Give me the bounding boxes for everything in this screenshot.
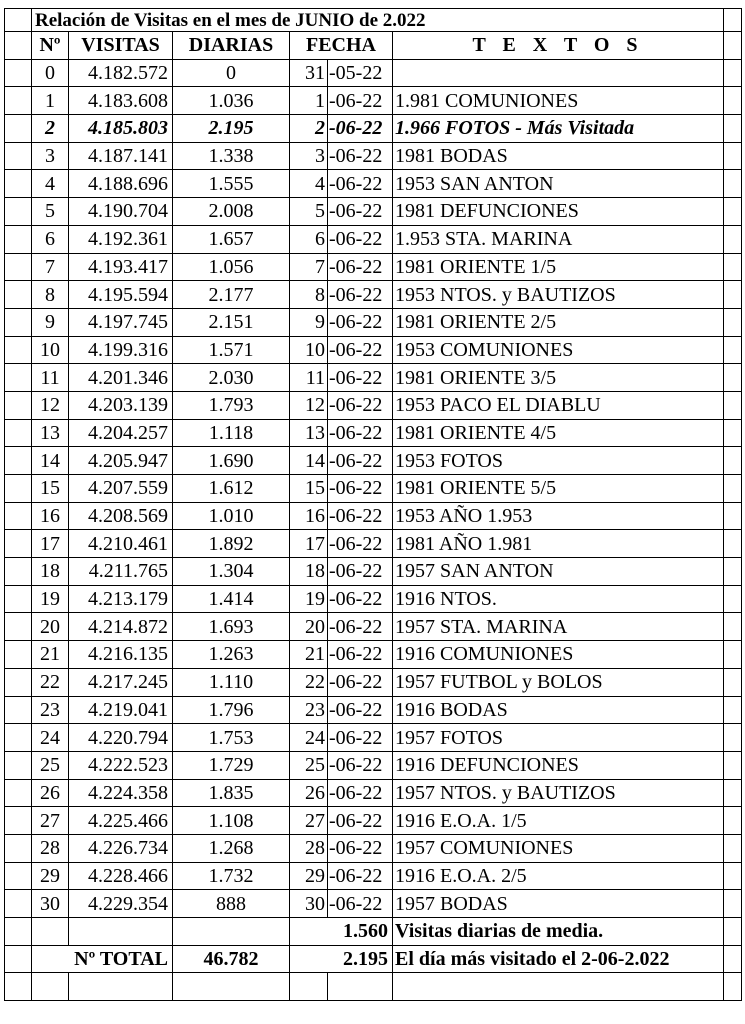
row-diarias: 2.151 [173,308,290,336]
row-day: 11 [290,364,328,392]
table-row [5,447,742,475]
row-texto: 1957 FUTBOL y BOLOS [393,668,724,696]
row-number: 21 [32,641,69,669]
row-day: 23 [290,696,328,724]
row-month: -06-22 [328,308,393,336]
row-texto: 1981 ORIENTE 2/5 [393,308,724,336]
row-number: 30 [32,890,69,918]
row-day: 27 [290,807,328,835]
row-visitas: 4.207.559 [69,475,173,503]
row-spacer [5,364,32,392]
row-diarias: 1.657 [173,225,290,253]
row-spacer [5,779,32,807]
row-texto: 1.981 COMUNIONES [393,87,724,115]
row-visitas: 4.188.696 [69,170,173,198]
row-number: 11 [32,364,69,392]
row-spacer [724,807,742,835]
row-diarias: 1.835 [173,779,290,807]
row-diarias: 2.030 [173,364,290,392]
row-texto: 1953 FOTOS [393,447,724,475]
row-day: 1 [290,87,328,115]
row-texto: 1957 COMUNIONES [393,834,724,862]
table-row [5,862,742,890]
table-row [5,641,742,669]
table-row [5,779,742,807]
row-diarias: 0 [173,59,290,87]
row-number: 7 [32,253,69,281]
row-texto: 1916 DEFUNCIONES [393,751,724,779]
row-number: 2 [32,115,69,143]
row-spacer [724,225,742,253]
row-spacer [5,862,32,890]
table-row [5,253,742,281]
row-day: 9 [290,308,328,336]
row-month: -06-22 [328,558,393,586]
row-month: -06-22 [328,142,393,170]
row-month: -06-22 [328,890,393,918]
row-number: 4 [32,170,69,198]
table-row [5,751,742,779]
row-visitas: 4.185.803 [69,115,173,143]
row-diarias: 1.304 [173,558,290,586]
row-day: 17 [290,530,328,558]
row-diarias: 1.414 [173,585,290,613]
row-texto: 1981 BODAS [393,142,724,170]
row-month: -06-22 [328,585,393,613]
row-day: 19 [290,585,328,613]
row-spacer [724,475,742,503]
row-day: 18 [290,558,328,586]
row-number: 18 [32,558,69,586]
row-diarias: 1.892 [173,530,290,558]
row-texto: 1957 BODAS [393,890,724,918]
row-visitas: 4.201.346 [69,364,173,392]
row-number: 15 [32,475,69,503]
row-number: 1 [32,87,69,115]
row-spacer [724,558,742,586]
row-day: 8 [290,281,328,309]
row-day: 28 [290,834,328,862]
row-diarias: 1.118 [173,419,290,447]
row-texto: 1981 ORIENTE 5/5 [393,475,724,503]
row-spacer [724,696,742,724]
row-month: -06-22 [328,696,393,724]
row-spacer [724,336,742,364]
table-row [5,724,742,752]
table-row [5,308,742,336]
row-visitas: 4.229.354 [69,890,173,918]
row-month: -06-22 [328,225,393,253]
row-day: 7 [290,253,328,281]
row-spacer [724,198,742,226]
row-number: 22 [32,668,69,696]
row-spacer [5,724,32,752]
header-diarias: DIARIAS [173,32,290,60]
row-number: 16 [32,502,69,530]
row-spacer [724,613,742,641]
row-number: 26 [32,779,69,807]
row-diarias: 1.690 [173,447,290,475]
row-month: -06-22 [328,751,393,779]
table-row [5,502,742,530]
row-diarias: 1.263 [173,641,290,669]
row-texto: 1981 ORIENTE 1/5 [393,253,724,281]
title-row [5,9,742,32]
row-diarias: 1.036 [173,87,290,115]
row-texto: 1957 STA. MARINA [393,613,724,641]
row-texto: 1953 PACO EL DIABLU [393,391,724,419]
row-day: 2 [290,115,328,143]
row-spacer [724,115,742,143]
row-spacer [724,668,742,696]
row-texto: 1.953 STA. MARINA [393,225,724,253]
row-month: -06-22 [328,862,393,890]
max-day-label: El día más visitado el 2-06-2.022 [393,945,724,973]
row-number: 17 [32,530,69,558]
table-row [5,613,742,641]
row-month: -06-22 [328,170,393,198]
table-row [5,419,742,447]
row-number: 28 [32,834,69,862]
row-visitas: 4.216.135 [69,641,173,669]
row-number: 10 [32,336,69,364]
row-visitas: 4.204.257 [69,419,173,447]
row-spacer [724,585,742,613]
row-number: 9 [32,308,69,336]
row-spacer [5,391,32,419]
row-day: 3 [290,142,328,170]
row-spacer [724,281,742,309]
row-spacer [5,668,32,696]
row-month: -06-22 [328,391,393,419]
row-spacer [5,336,32,364]
row-spacer [724,751,742,779]
row-month: -06-22 [328,530,393,558]
table-row [5,668,742,696]
table-row [5,696,742,724]
row-spacer [724,87,742,115]
row-month: -06-22 [328,336,393,364]
row-number: 5 [32,198,69,226]
row-month: -06-22 [328,281,393,309]
row-spacer [724,142,742,170]
row-spacer [5,87,32,115]
table-row [5,807,742,835]
row-spacer [724,641,742,669]
row-spacer [724,834,742,862]
max-daily-value: 2.195 [290,945,393,973]
row-diarias: 1.338 [173,142,290,170]
row-visitas: 4.199.316 [69,336,173,364]
row-texto: 1953 AÑO 1.953 [393,502,724,530]
empty-row [5,973,742,1001]
total-value: 46.782 [173,945,290,973]
row-spacer [724,447,742,475]
row-month: -06-22 [328,724,393,752]
row-visitas: 4.210.461 [69,530,173,558]
row-spacer [5,253,32,281]
row-spacer [5,696,32,724]
table-row [5,475,742,503]
row-spacer [724,530,742,558]
row-number: 3 [32,142,69,170]
row-month: -05-22 [328,59,393,87]
total-label: Nº TOTAL [32,945,173,973]
average-value: 1.560 [290,918,393,946]
row-spacer [5,807,32,835]
row-texto: 1981 AÑO 1.981 [393,530,724,558]
row-visitas: 4.182.572 [69,59,173,87]
row-day: 21 [290,641,328,669]
row-spacer [5,558,32,586]
row-diarias: 888 [173,890,290,918]
row-day: 13 [290,419,328,447]
row-month: -06-22 [328,779,393,807]
table-row [5,281,742,309]
average-label: Visitas diarias de media. [393,918,724,946]
row-day: 20 [290,613,328,641]
row-visitas: 4.225.466 [69,807,173,835]
row-spacer [5,890,32,918]
header-row [5,32,742,60]
row-number: 8 [32,281,69,309]
row-month: -06-22 [328,115,393,143]
row-day: 10 [290,336,328,364]
row-day: 24 [290,724,328,752]
visits-table [4,8,742,1001]
row-number: 27 [32,807,69,835]
row-diarias: 1.056 [173,253,290,281]
row-diarias: 1.571 [173,336,290,364]
row-day: 22 [290,668,328,696]
row-month: -06-22 [328,253,393,281]
header-num: Nº [32,32,69,60]
row-number: 13 [32,419,69,447]
row-diarias: 1.110 [173,668,290,696]
total-row [5,945,742,973]
row-spacer [5,198,32,226]
row-spacer [5,613,32,641]
row-month: -06-22 [328,447,393,475]
row-texto: 1916 NTOS. [393,585,724,613]
row-diarias: 2.008 [173,198,290,226]
row-visitas: 4.187.141 [69,142,173,170]
row-visitas: 4.213.179 [69,585,173,613]
table-row [5,115,742,143]
row-diarias: 1.729 [173,751,290,779]
table-row [5,225,742,253]
row-visitas: 4.190.704 [69,198,173,226]
row-month: -06-22 [328,613,393,641]
row-diarias: 1.010 [173,502,290,530]
table-row [5,530,742,558]
row-spacer [5,502,32,530]
row-diarias: 2.195 [173,115,290,143]
row-day: 12 [290,391,328,419]
row-visitas: 4.197.745 [69,308,173,336]
row-number: 19 [32,585,69,613]
row-number: 23 [32,696,69,724]
row-diarias: 1.108 [173,807,290,835]
row-month: -06-22 [328,87,393,115]
table-row [5,336,742,364]
row-spacer [724,419,742,447]
row-diarias: 1.693 [173,613,290,641]
row-spacer [5,641,32,669]
row-visitas: 4.193.417 [69,253,173,281]
row-day: 26 [290,779,328,807]
row-day: 16 [290,502,328,530]
header-visitas: VISITAS [69,32,173,60]
row-spacer [724,862,742,890]
row-spacer [5,447,32,475]
row-visitas: 4.222.523 [69,751,173,779]
row-spacer [5,475,32,503]
row-texto: 1916 BODAS [393,696,724,724]
row-visitas: 4.217.245 [69,668,173,696]
header-textos: T E X T O S [393,32,724,60]
row-texto: 1916 E.O.A. 1/5 [393,807,724,835]
table-row [5,59,742,87]
row-number: 14 [32,447,69,475]
row-month: -06-22 [328,198,393,226]
table-row [5,198,742,226]
row-visitas: 4.224.358 [69,779,173,807]
row-texto: 1953 COMUNIONES [393,336,724,364]
row-number: 24 [32,724,69,752]
row-visitas: 4.192.361 [69,225,173,253]
row-texto: 1.966 FOTOS - Más Visitada [393,115,724,143]
row-number: 29 [32,862,69,890]
row-texto: 1957 SAN ANTON [393,558,724,586]
row-diarias: 1.796 [173,696,290,724]
row-spacer [5,834,32,862]
row-texto [393,59,724,87]
row-day: 14 [290,447,328,475]
row-diarias: 1.793 [173,391,290,419]
row-diarias: 1.753 [173,724,290,752]
row-month: -06-22 [328,419,393,447]
row-month: -06-22 [328,807,393,835]
row-spacer [724,59,742,87]
row-texto: 1953 SAN ANTON [393,170,724,198]
row-visitas: 4.211.765 [69,558,173,586]
table-row [5,585,742,613]
row-month: -06-22 [328,364,393,392]
row-diarias: 2.177 [173,281,290,309]
row-spacer [5,308,32,336]
table-row [5,391,742,419]
row-spacer [724,724,742,752]
row-spacer [724,253,742,281]
row-spacer [5,751,32,779]
table-row [5,364,742,392]
row-day: 15 [290,475,328,503]
row-month: -06-22 [328,475,393,503]
row-day: 30 [290,890,328,918]
table-row [5,834,742,862]
row-spacer [5,225,32,253]
row-day: 25 [290,751,328,779]
row-day: 4 [290,170,328,198]
row-spacer [724,502,742,530]
row-diarias: 1.732 [173,862,290,890]
row-number: 6 [32,225,69,253]
row-spacer [724,391,742,419]
row-day: 5 [290,198,328,226]
table-row [5,87,742,115]
row-day: 6 [290,225,328,253]
row-texto: 1957 NTOS. y BAUTIZOS [393,779,724,807]
row-diarias: 1.555 [173,170,290,198]
table-row [5,890,742,918]
row-texto: 1981 ORIENTE 3/5 [393,364,724,392]
table-title: Relación de Visitas en el mes de JUNIO de 2.022 [32,9,724,32]
row-spacer [724,170,742,198]
row-spacer [5,59,32,87]
row-spacer [5,585,32,613]
row-month: -06-22 [328,641,393,669]
row-spacer [724,308,742,336]
row-visitas: 4.205.947 [69,447,173,475]
table-row [5,558,742,586]
row-visitas: 4.228.466 [69,862,173,890]
table-row [5,142,742,170]
row-month: -06-22 [328,668,393,696]
row-diarias: 1.612 [173,475,290,503]
row-visitas: 4.203.139 [69,391,173,419]
row-number: 12 [32,391,69,419]
table-row [5,170,742,198]
row-month: -06-22 [328,502,393,530]
average-row [5,918,742,946]
row-spacer [5,419,32,447]
row-visitas: 4.195.594 [69,281,173,309]
row-spacer [5,530,32,558]
row-month: -06-22 [328,834,393,862]
row-number: 0 [32,59,69,87]
header-fecha: FECHA [290,32,393,60]
row-spacer [5,281,32,309]
row-spacer [724,890,742,918]
row-visitas: 4.219.041 [69,696,173,724]
row-spacer [5,142,32,170]
row-visitas: 4.214.872 [69,613,173,641]
row-spacer [724,364,742,392]
row-texto: 1981 ORIENTE 4/5 [393,419,724,447]
row-texto: 1916 COMUNIONES [393,641,724,669]
row-texto: 1981 DEFUNCIONES [393,198,724,226]
row-spacer [5,170,32,198]
row-number: 25 [32,751,69,779]
row-visitas: 4.208.569 [69,502,173,530]
row-visitas: 4.220.794 [69,724,173,752]
row-day: 29 [290,862,328,890]
row-visitas: 4.226.734 [69,834,173,862]
row-texto: 1953 NTOS. y BAUTIZOS [393,281,724,309]
row-diarias: 1.268 [173,834,290,862]
row-spacer [724,779,742,807]
row-texto: 1916 E.O.A. 2/5 [393,862,724,890]
row-spacer [5,115,32,143]
row-number: 20 [32,613,69,641]
row-visitas: 4.183.608 [69,87,173,115]
row-texto: 1957 FOTOS [393,724,724,752]
row-day: 31 [290,59,328,87]
